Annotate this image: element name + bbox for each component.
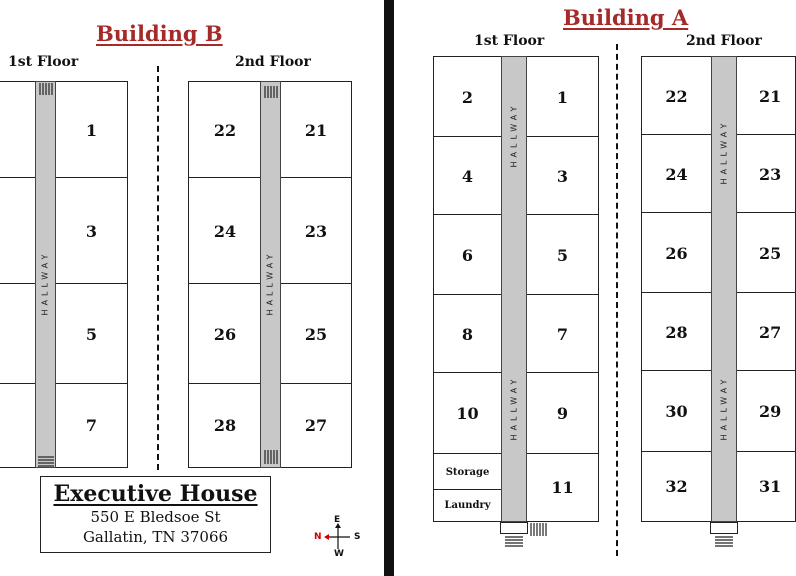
laundry-room: Laundry <box>433 489 502 522</box>
building-a-floor2-stairs-bottom <box>715 535 733 549</box>
room-a-28: 28 <box>641 292 712 372</box>
building-a-floor1-hallway-label-bottom: HALLWAY <box>509 375 519 441</box>
room-a-30: 30 <box>641 370 712 453</box>
street-address: 550 E Bledsoe St <box>90 508 221 526</box>
building-b-title: Building B <box>96 21 223 46</box>
building-a-floor1-stairs-side <box>529 523 547 536</box>
room-a-3: 3 <box>526 136 599 216</box>
building-a-floor1-entry-step <box>500 522 528 534</box>
compass-south: S <box>354 532 361 542</box>
room-a-25-label: 25 <box>759 243 782 263</box>
room-b-22: 22 <box>188 81 262 179</box>
room-b-21: 21 <box>280 81 352 179</box>
room-a-1: 1 <box>526 56 599 138</box>
room-a-11: 11 <box>526 453 599 522</box>
room-b-28: 28 <box>188 383 262 468</box>
room-a-6: 6 <box>433 214 502 296</box>
section-divider <box>384 0 394 576</box>
room-b-7: 7 <box>55 383 128 468</box>
city-state-zip: Gallatin, TN 37066 <box>82 528 229 546</box>
room-a-21 <box>736 56 796 136</box>
room-a-27 <box>736 292 796 372</box>
room-b-26: 26 <box>188 283 262 385</box>
storage-room: Storage <box>433 453 502 491</box>
building-a-floor2-hallway-label-top: HALLWAY <box>719 119 729 185</box>
building-b-floor1-label: 1st Floor <box>8 54 79 70</box>
room-a-4: 4 <box>433 136 502 216</box>
building-b-floor1-stairs-top <box>38 83 54 95</box>
room-a-10: 10 <box>433 372 502 455</box>
room-a-5: 5 <box>526 214 599 296</box>
room-b-25: 25 <box>280 283 352 385</box>
building-a-floor2-hallway-label-bottom: HALLWAY <box>719 375 729 441</box>
building-a-floor2-label: 2nd Floor <box>686 33 762 49</box>
room-a-29-label: 29 <box>759 402 782 421</box>
room-a-32: 32 <box>641 451 712 522</box>
room-a-31-label: 31 <box>759 477 782 496</box>
room-a-26: 26 <box>641 212 712 294</box>
building-b-floor2-stairs-top <box>263 86 279 98</box>
building-a-floor1-label: 1st Floor <box>474 33 545 49</box>
room-a-21-label: 21 <box>759 86 782 106</box>
building-b-floor2-stairs-bottom <box>263 450 279 464</box>
room-a-23-label: 23 <box>759 164 782 184</box>
compass-north: N <box>314 532 322 542</box>
building-a-floor1-stairs-bottom <box>505 535 523 549</box>
room-a-31 <box>736 451 796 522</box>
address-box <box>40 476 271 553</box>
room-b-5: 5 <box>55 283 128 385</box>
room-a-9: 9 <box>526 372 599 455</box>
building-a-floor-divider <box>616 44 618 556</box>
room-b-23: 23 <box>280 177 352 285</box>
property-name: Executive House <box>53 481 258 507</box>
room-a-22: 22 <box>641 56 712 136</box>
room-a-27-label: 27 <box>759 322 782 342</box>
room-b-8 <box>0 383 36 468</box>
room-b-24: 24 <box>188 177 262 285</box>
compass-west: W <box>334 549 344 559</box>
building-b-floor1-stairs-bottom <box>38 455 54 467</box>
building-b-floor2-label: 2nd Floor <box>235 54 311 70</box>
building-b-floor1-hallway-label: HALLWAY <box>40 250 50 316</box>
room-a-2: 2 <box>433 56 502 138</box>
building-a-floor1-hallway-label-top: HALLWAY <box>509 102 519 168</box>
room-b-2 <box>0 81 36 179</box>
room-b-27: 27 <box>280 383 352 468</box>
building-a-floor2-entry-step <box>710 522 738 534</box>
room-b-1: 1 <box>55 81 128 179</box>
building-b-floor-divider <box>157 66 159 470</box>
room-b-6 <box>0 283 36 385</box>
room-b-4 <box>0 177 36 285</box>
room-a-8: 8 <box>433 294 502 374</box>
room-a-7: 7 <box>526 294 599 374</box>
room-a-24: 24 <box>641 134 712 214</box>
room-a-29 <box>736 370 796 453</box>
building-b-floor2-hallway-label: HALLWAY <box>265 250 275 316</box>
room-a-23 <box>736 134 796 214</box>
room-a-25 <box>736 212 796 294</box>
compass-rose <box>312 515 364 559</box>
compass-east: E <box>334 515 341 525</box>
room-b-3: 3 <box>55 177 128 285</box>
building-a-title: Building A <box>563 5 689 30</box>
